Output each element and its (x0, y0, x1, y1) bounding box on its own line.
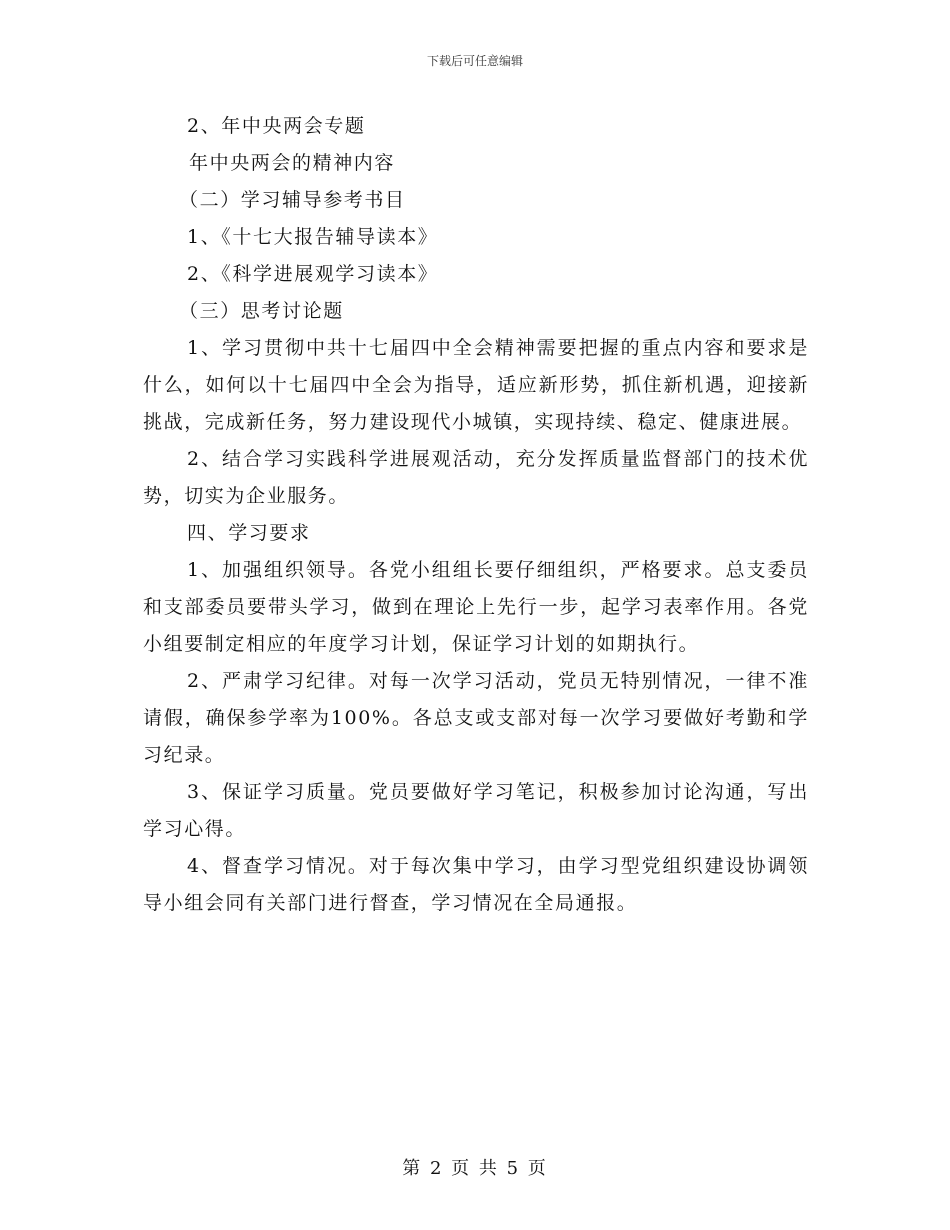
paragraph: 年中央两会的精神内容 (189, 152, 396, 174)
page-header-note: 下载后可任意编辑 (426, 54, 523, 68)
paragraph: 3、保证学习质量。党员要做好学习笔记，积极参加讨论沟通，写出学习心得。 (143, 781, 809, 840)
section-heading: （三）思考讨论题 (179, 300, 344, 322)
paragraph: 2、严肃学习纪律。对每一次学习活动，党员无特别情况，一律不准请假，确保参学率为100%。各总支或支部对每一次学习要做好考勤和学习纪录。 (143, 670, 809, 766)
paragraph: 1、加强组织领导。各党小组组长要仔细组织，严格要求。总支委员和支部委员要带头学习，做到在理论上先行一步，起学习表率作用。各党小组要制定相应的年度学习计划，保证学习计划的如期执行。 (143, 559, 809, 655)
paragraph: 2、结合学习实践科学进展观活动，充分发挥质量监督部门的技术优势，切实为企业服务。 (143, 448, 809, 507)
paragraph: 1、《十七大报告辅导读本》 (187, 226, 439, 248)
section-heading: 四、学习要求 (187, 522, 311, 544)
section-heading: （二）学习辅导参考书目 (179, 189, 406, 211)
document-body (143, 108, 809, 922)
paragraph: 2、年中央两会专题 (187, 115, 366, 137)
paragraph: 2、《科学进展观学习读本》 (187, 263, 439, 285)
paragraph: 4、督查学习情况。对于每次集中学习，由学习型党组织建设协调领导小组会同有关部门进行督查，学习情况在全局通报。 (143, 855, 809, 914)
page-number-footer: 第 2 页 共 5 页 (402, 1158, 548, 1179)
paragraph: 1、学习贯彻中共十七届四中全会精神需要把握的重点内容和要求是什么，如何以十七届四中全会为指导，适应新形势，抓住新机遇，迎接新挑战，完成新任务，努力建设现代小城镇，实现持续、稳定、健康进展。 (143, 337, 809, 433)
